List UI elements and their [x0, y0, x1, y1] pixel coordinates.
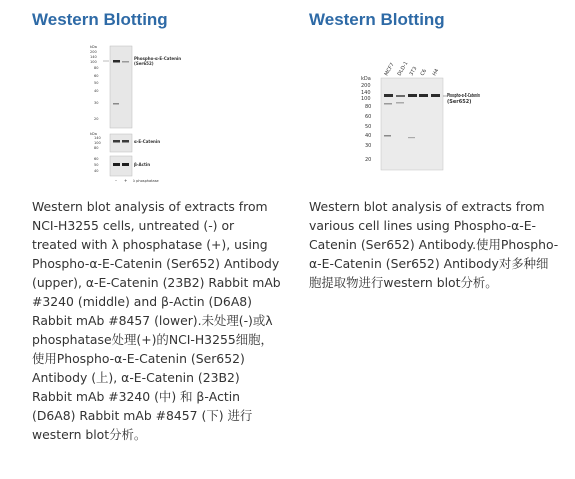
right-lane-label-4: H4 — [431, 67, 441, 77]
band-label-top-2: (Ser652) — [134, 61, 154, 66]
mw-top-1: 200 — [90, 50, 97, 54]
lane-label-plus: + — [124, 178, 128, 183]
right-band-lane0 — [384, 94, 393, 97]
mid-band-lane1 — [113, 140, 120, 143]
right-minor-band-3 — [408, 137, 415, 138]
right-mw-7: 40 — [365, 133, 372, 139]
mw-bottom-1: 50 — [94, 163, 99, 167]
top-lower-band — [113, 103, 119, 105]
bottom-band-lane2 — [122, 163, 129, 166]
mw-bottom-2: 40 — [94, 169, 99, 173]
right-mw-0: kDa — [361, 76, 371, 82]
right-lane-label-1: DLD-1 — [396, 60, 410, 77]
right-minor-band-2 — [384, 135, 391, 137]
left-blot-svg — [88, 42, 196, 190]
mw-mid-1: 140 — [94, 136, 101, 140]
top-band-smear — [122, 61, 129, 63]
right-lane-label-3: C6 — [419, 68, 429, 77]
right-band-label-1: Phospho-α-E-Catenin — [447, 93, 481, 99]
right-membrane — [381, 78, 443, 170]
mw-top-9: 20 — [94, 117, 99, 121]
mid-band-lane2 — [122, 140, 129, 143]
mw-top-0: kDa — [90, 45, 97, 49]
right-band-lane4 — [431, 94, 440, 97]
mw-mid-3: 80 — [94, 146, 99, 150]
mw-mid-2: 100 — [94, 141, 101, 145]
mw-top-8: 30 — [94, 101, 99, 105]
right-blot-svg — [331, 58, 481, 174]
right-lane-label-2: 3T3 — [408, 65, 419, 77]
band-label-bottom: β-Actin — [134, 162, 151, 167]
right-heading: Western Blotting — [309, 10, 445, 29]
band-label-mid: α-E-Catenin — [134, 139, 161, 144]
mw-top-3: 100 — [90, 60, 97, 64]
mw-top-4: 80 — [94, 66, 99, 70]
left-caption: Western blot analysis of extracts from NCI-H3255 cells, untreated (-) or treated with λ phosphatase (+), using Phospho-α-E-Catenin (Ser652) Antibody (upper), α-E-Catenin (23B2) Rabbit mAb #3240 (middle) and β-Actin (D6A8) Rabbit mAb #8457 (lower).未处理(-)或λ phosphatase处理(+)的NCI-H3255细胞，使用Phospho-α-E-Catenin (Ser652) Antibody (上), α-E-Catenin (23B2) Rabbit mAb #3240 (中) 和 β-Actin (D6A8) Rabbit mAb #8457 (下) 进行western blot分析。 — [32, 199, 281, 442]
right-band-lane1 — [396, 95, 405, 97]
right-mw-3: 100 — [361, 96, 371, 102]
right-lane-label-0: MCF7 — [383, 61, 396, 77]
right-mw-2: 140 — [361, 90, 371, 96]
right-mw-9: 20 — [365, 157, 372, 163]
mw-top-7: 40 — [94, 89, 99, 93]
right-mw-6: 50 — [365, 124, 372, 130]
right-mw-4: 80 — [365, 104, 372, 110]
right-mw-8: 30 — [365, 143, 372, 149]
right-band-lane2 — [408, 94, 417, 97]
mw-top-2: 140 — [90, 55, 97, 59]
right-band-lane3 — [419, 94, 428, 97]
left-western-blot-image — [88, 42, 196, 190]
lane-label-minus: – — [115, 178, 117, 183]
left-heading: Western Blotting — [32, 10, 168, 29]
mw-top-6: 50 — [94, 81, 99, 85]
right-caption: Western blot analysis of extracts from various cell lines using Phospho-α-E-Catenin (Ser652) Antibody.使用Phospho-α-E-Catenin (Ser652) Antibody对多种细胞提取物进行western blot分析。 — [309, 199, 559, 290]
top-band-lane1 — [113, 60, 120, 63]
band-label-top-1: Phospho-α-E-Catenin — [134, 56, 182, 61]
right-western-blot-image — [331, 58, 481, 174]
treatment-label: λ phosphatase — [133, 179, 159, 183]
right-mw-1: 200 — [361, 83, 371, 89]
right-minor-band-0 — [384, 103, 392, 105]
right-mw-5: 60 — [365, 114, 372, 120]
mw-mid-0: kDa — [90, 132, 97, 136]
mw-bottom-0: 60 — [94, 157, 99, 161]
bottom-band-lane1 — [113, 163, 120, 166]
right-minor-band-1 — [396, 102, 404, 104]
mw-top-5: 60 — [94, 74, 99, 78]
top-membrane — [110, 46, 132, 128]
mid-membrane — [110, 134, 132, 152]
right-band-label-2: (Ser652) — [447, 99, 472, 105]
